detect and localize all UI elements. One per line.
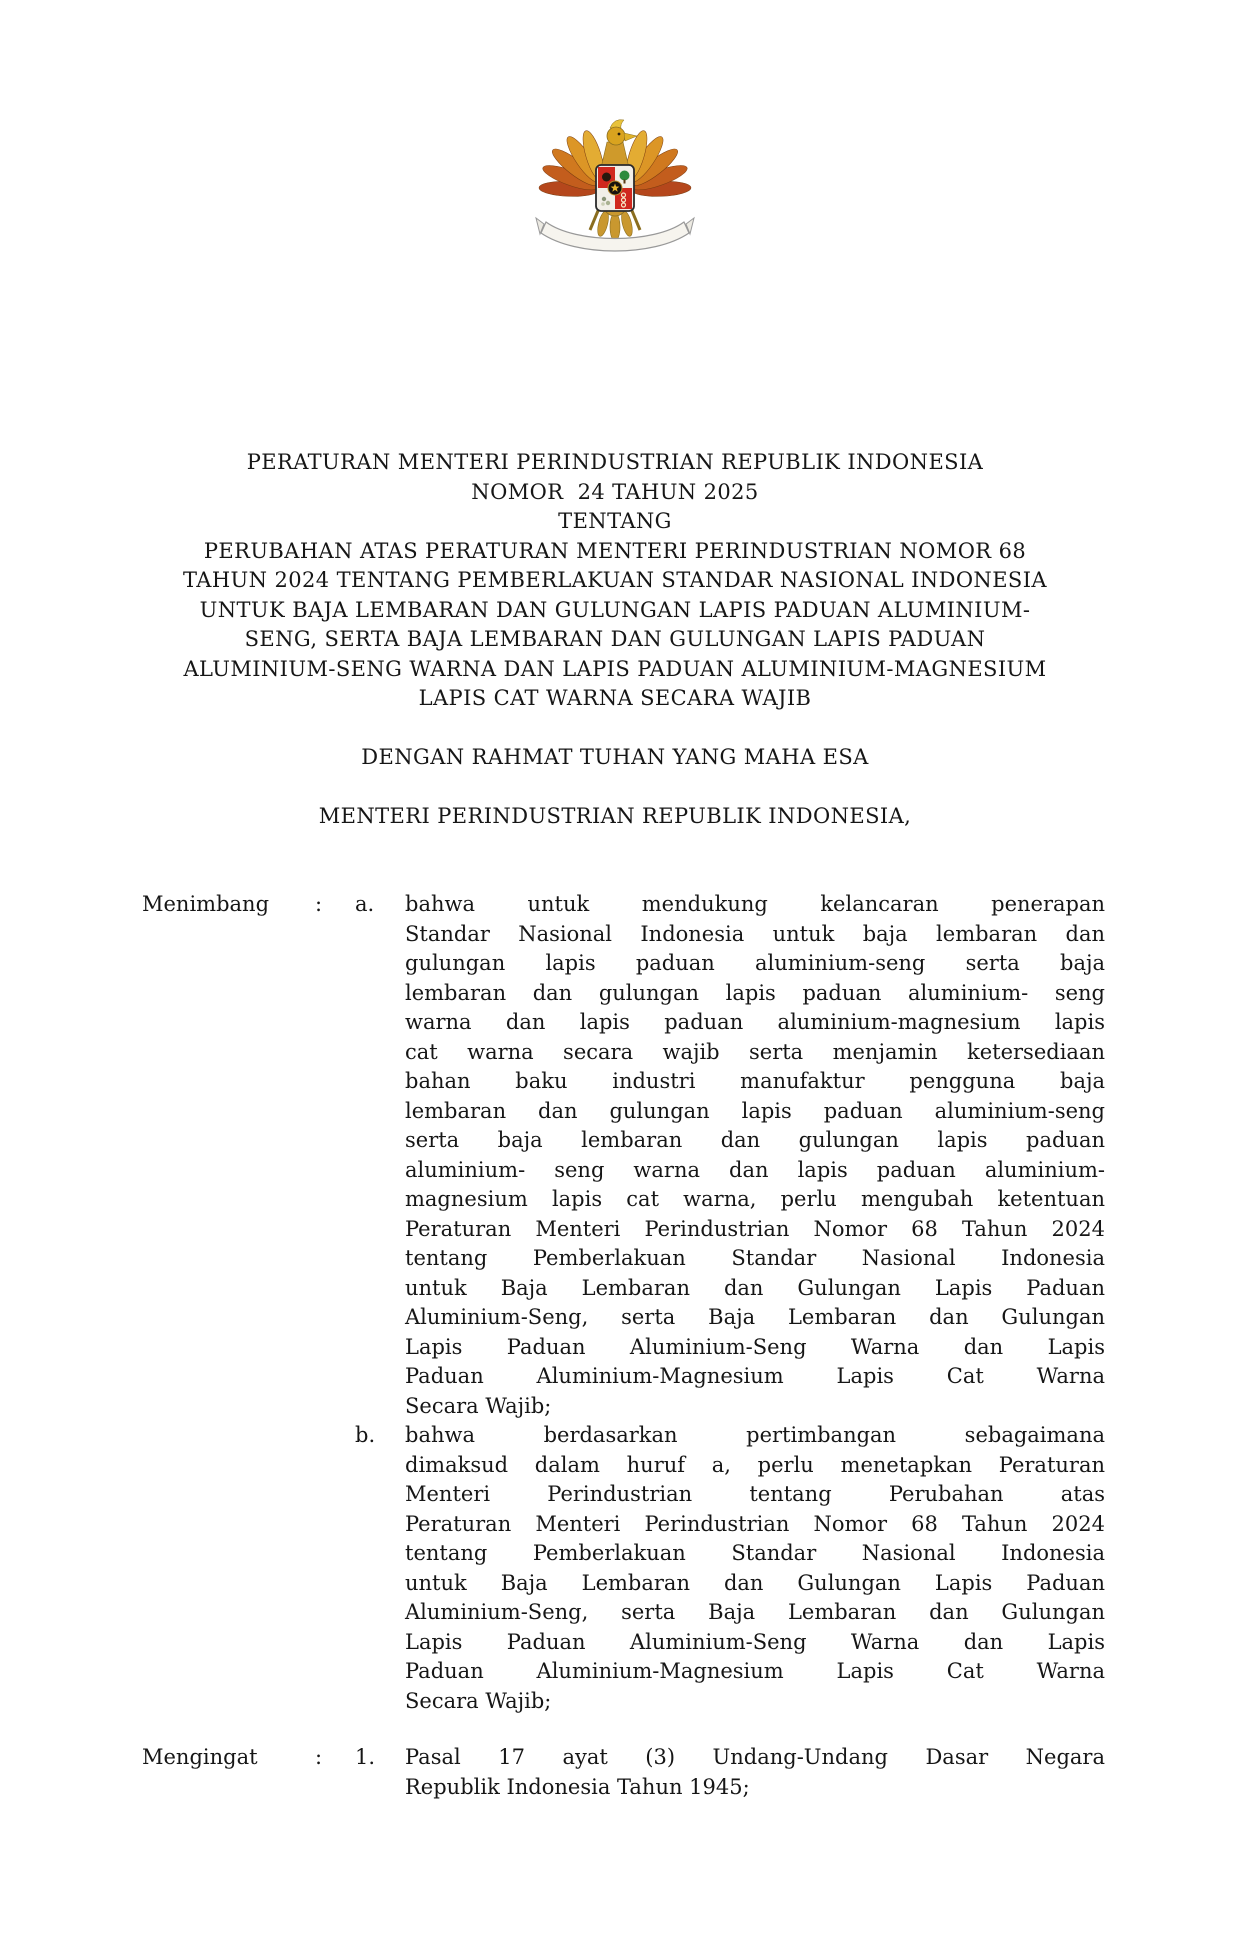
text-line: Aluminium-Seng, serta Baja Lembaran dan Gulungan <box>405 1305 1105 1329</box>
item-marker: b. <box>355 1423 376 1447</box>
text-line: dimaksud dalam huruf a, perlu menetapkan Peraturan <box>405 1452 1105 1477</box>
considering-label: Menimbang <box>142 892 270 916</box>
text-line: bahwa berdasarkan pertimbangan sebagaimana <box>405 1423 1105 1447</box>
text-line: Peraturan Menteri Perindustrian Nomor 68 Tahun 2024 <box>405 1511 1105 1536</box>
item-marker: 1. <box>355 1745 376 1769</box>
text-line: Paduan Aluminium-Magnesium Lapis Cat Warna <box>405 1659 1105 1683</box>
text-line: LAPIS CAT WARNA SECARA WAJIB <box>418 686 812 710</box>
text-line: Aluminium-Seng, serta Baja Lembaran dan Gulungan <box>405 1600 1105 1624</box>
garuda-pancasila-emblem <box>532 108 698 258</box>
text-line: Pasal 17 ayat (3) Undang-Undang Dasar Negara <box>405 1745 1105 1769</box>
text-line: Lapis Paduan Aluminium-Seng Warna dan Lapis <box>405 1629 1105 1654</box>
text-line: cat warna secara wajib serta menjamin ketersediaan <box>405 1039 1105 1064</box>
legal-basis-item-1 <box>355 1743 1105 1802</box>
item-text <box>405 1743 1105 1802</box>
item-text <box>405 890 1105 1421</box>
regulation-title <box>125 448 1105 714</box>
text-line: bahan baku industri manufaktur pengguna baja <box>405 1069 1105 1093</box>
text-line: TAHUN 2024 TENTANG PEMBERLAKUAN STANDAR NASIONAL INDONESIA <box>183 568 1047 592</box>
grace-clause: DENGAN RAHMAT TUHAN YANG MAHA ESA <box>361 745 869 769</box>
text-line: tentang Pemberlakuan Standar Nasional Indonesia <box>405 1246 1105 1270</box>
text-line: serta baja lembaran dan gulungan lapis paduan <box>405 1128 1105 1152</box>
text-line: ALUMINIUM-SENG WARNA DAN LAPIS PADUAN ALUMINIUM-MAGNESIUM <box>183 656 1047 681</box>
garuda-pancasila-icon <box>532 108 698 258</box>
text-line: lembaran dan gulungan lapis paduan aluminium-seng <box>405 1098 1105 1123</box>
item-text <box>405 1421 1105 1716</box>
considering-item-b <box>355 1421 1105 1716</box>
text-line: gulungan lapis paduan aluminium-seng serta baja <box>405 951 1105 975</box>
text-line: Secara Wajib; <box>405 1393 552 1418</box>
text-line: aluminium- seng warna dan lapis paduan aluminium- <box>405 1157 1105 1182</box>
text-line: bahwa untuk mendukung kelancaran penerapan <box>405 892 1105 916</box>
text-line: UNTUK BAJA LEMBARAN DAN GULUNGAN LAPIS PADUAN ALUMINIUM- <box>199 597 1031 622</box>
text-line: PERUBAHAN ATAS PERATURAN MENTERI PERINDUSTRIAN NOMOR 68 <box>203 538 1027 563</box>
legal-basis-label: Mengingat <box>142 1745 258 1769</box>
considering-section <box>142 890 1105 1716</box>
page-content <box>125 108 1105 1802</box>
legal-basis-colon: : <box>315 1745 323 1769</box>
text-line: magnesium lapis cat warna, perlu mengubah ketentuan <box>405 1187 1105 1211</box>
legal-basis-items <box>355 1743 1105 1802</box>
considering-colon: : <box>315 892 323 916</box>
legal-basis-section <box>142 1743 1105 1802</box>
text-line: Peraturan Menteri Perindustrian Nomor 68 Tahun 2024 <box>405 1216 1105 1241</box>
text-line: Paduan Aluminium-Magnesium Lapis Cat Warna <box>405 1364 1105 1388</box>
text-line: Secara Wajib; <box>405 1688 552 1713</box>
considering-items <box>355 890 1105 1716</box>
text-line: NOMOR 24 TAHUN 2025 <box>471 479 759 504</box>
text-line: TENTANG <box>558 509 672 533</box>
text-line: untuk Baja Lembaran dan Gulungan Lapis Paduan <box>405 1275 1105 1300</box>
text-line: SENG, SERTA BAJA LEMBARAN DAN GULUNGAN LAPIS PADUAN <box>244 627 986 651</box>
item-marker: a. <box>355 892 375 916</box>
text-line: untuk Baja Lembaran dan Gulungan Lapis Paduan <box>405 1570 1105 1595</box>
considering-item-a <box>355 890 1105 1421</box>
text-line: Menteri Perindustrian tentang Perubahan atas <box>405 1482 1105 1506</box>
text-line: warna dan lapis paduan aluminium-magnesium lapis <box>405 1010 1105 1034</box>
text-line: Standar Nasional Indonesia untuk baja lembaran dan <box>405 921 1105 946</box>
text-line: PERATURAN MENTERI PERINDUSTRIAN REPUBLIK INDONESIA <box>246 450 984 474</box>
issuing-authority: MENTERI PERINDUSTRIAN REPUBLIK INDONESIA, <box>318 804 912 828</box>
text-line: tentang Pemberlakuan Standar Nasional Indonesia <box>405 1541 1105 1565</box>
text-line: Republik Indonesia Tahun 1945; <box>405 1774 750 1799</box>
text-line: lembaran dan gulungan lapis paduan aluminium- seng <box>405 980 1105 1005</box>
text-line: Lapis Paduan Aluminium-Seng Warna dan Lapis <box>405 1334 1105 1359</box>
